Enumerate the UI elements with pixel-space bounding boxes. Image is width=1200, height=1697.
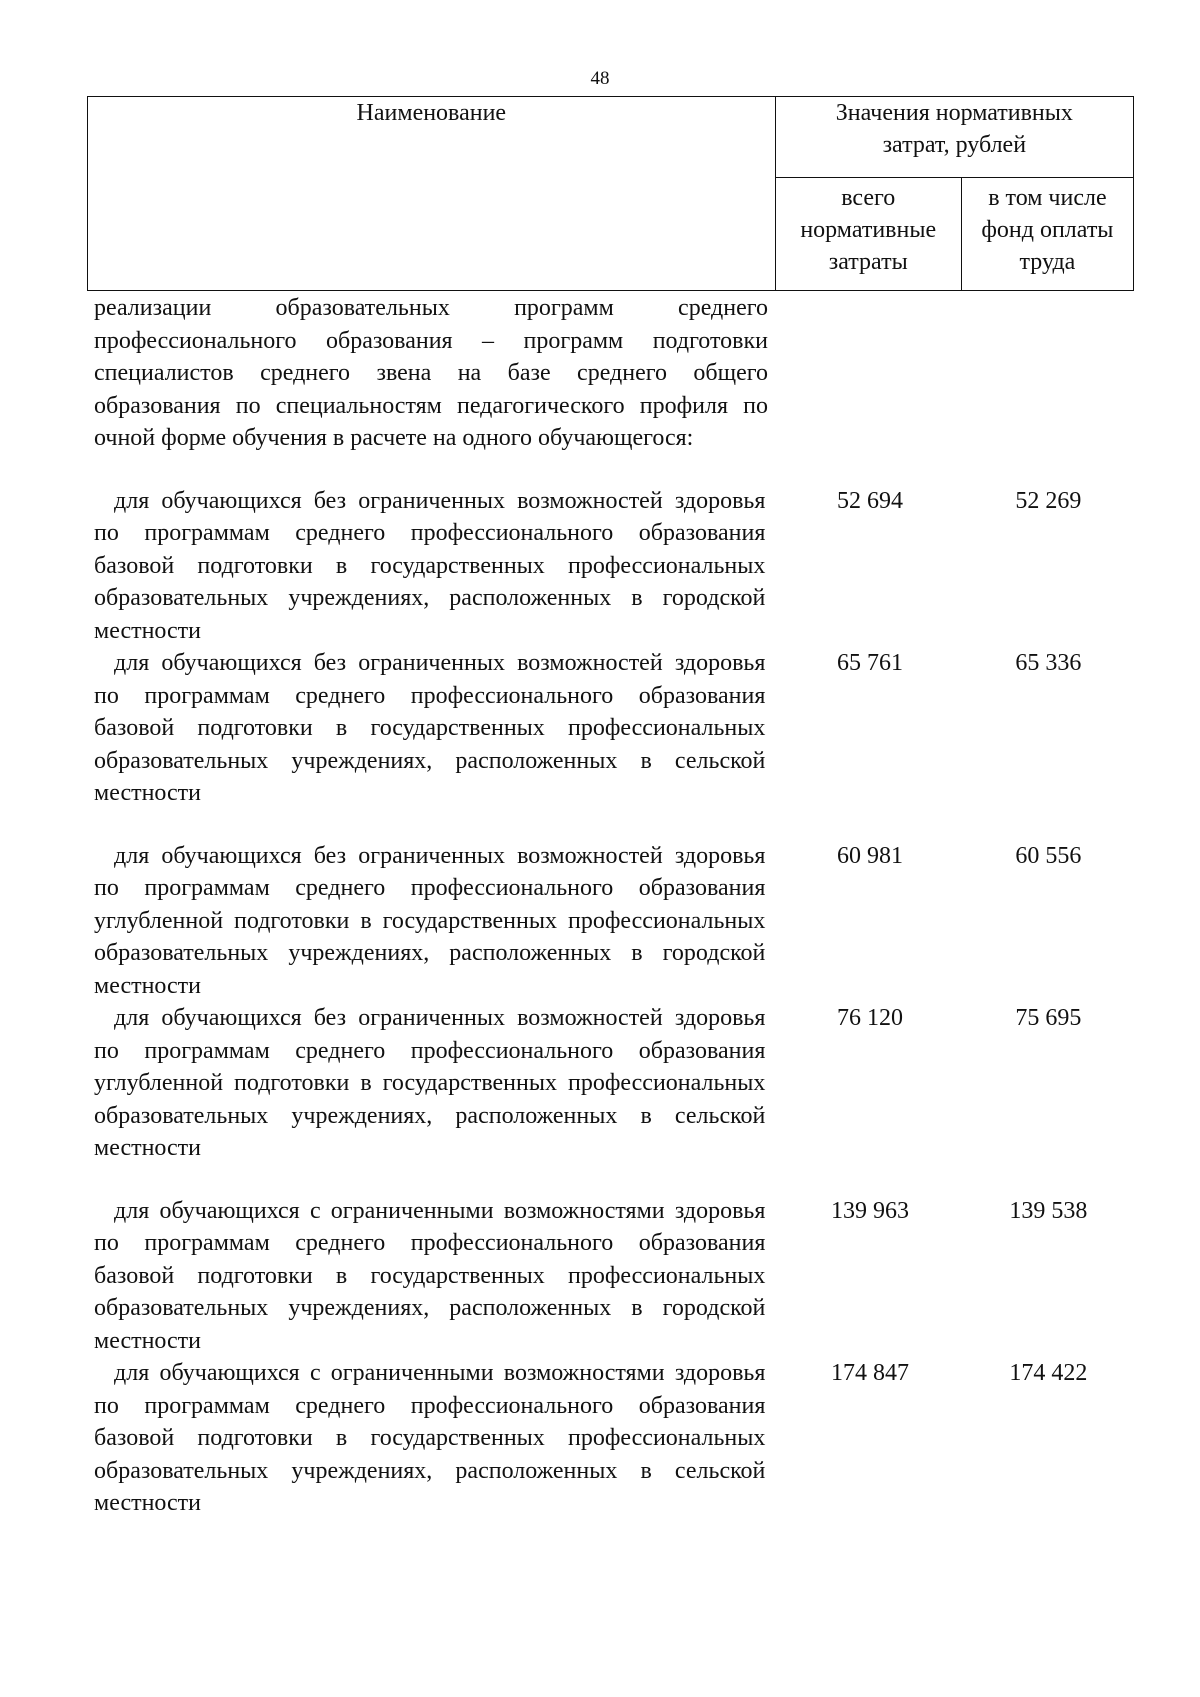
table-row (94, 840, 1134, 1003)
row-total: 65 761 (837, 650, 904, 676)
table-row (94, 647, 1134, 810)
page-number: 48 (590, 68, 610, 89)
row-wage: 174 422 (1009, 1360, 1088, 1386)
row-total: 174 847 (831, 1360, 910, 1386)
row-wage: 75 695 (1015, 1005, 1082, 1031)
header-values-group: Значения нормативных затрат, рублей (835, 100, 1073, 158)
header-name: Наименование (356, 100, 507, 126)
table-body (94, 292, 1134, 1520)
row-total: 52 694 (837, 487, 904, 514)
row-description: для обучающихся с ограниченными возможностями здоровья по программам среднего профессионального образования базовой подготовки в государственных профессиональных образовательных учреждениях, расположенных в сельской местности (94, 1360, 766, 1516)
row-description: для обучающихся без ограниченных возможностей здоровья по программам среднего профессионального образования углубленной подготовки в государственных профессиональных образовательных учреждениях, расположенных в сельской местности (94, 1005, 766, 1161)
table-row (94, 1195, 1134, 1358)
row-description: для обучающихся без ограниченных возможностей здоровья по программам среднего профессионального образования базовой подготовки в государственных профессиональных образовательных учреждениях, расположенных в городской местности (94, 487, 766, 644)
intro-text: реализации образовательных программ среднего профессионального образования – программ подготовки специалистов среднего звена на базе среднего общего образования по специальностям педагогического профиля по очной форме обучения в расчете на одного обучающегося: (94, 295, 768, 451)
intro-row (94, 292, 1134, 455)
header-wage-cell (961, 178, 1133, 291)
row-wage: 60 556 (1015, 842, 1082, 869)
table-row (94, 485, 1134, 648)
row-wage: 52 269 (1015, 487, 1082, 514)
row-total: 76 120 (837, 1005, 904, 1031)
header-total: всего нормативные затраты (800, 185, 937, 275)
table-header (87, 96, 1134, 291)
header-values-group-cell (775, 97, 1133, 178)
row-total: 139 963 (831, 1197, 910, 1224)
row-description: для обучающихся без ограниченных возможностей здоровья по программам среднего профессионального образования базовой подготовки в государственных профессиональных образовательных учреждениях, расположенных в сельской местности (94, 650, 766, 806)
row-total: 60 981 (837, 842, 904, 869)
header-wage-fund: в том числе фонд оплаты труда (981, 185, 1114, 275)
header-name-cell (88, 97, 776, 291)
table-row (94, 1357, 1134, 1520)
row-description: для обучающихся с ограниченными возможностями здоровья по программам среднего профессионального образования базовой подготовки в государственных профессиональных образовательных учреждениях, расположенных в городской местности (94, 1197, 766, 1354)
row-wage: 139 538 (1009, 1197, 1088, 1224)
header-total-cell (775, 178, 961, 291)
row-wage: 65 336 (1015, 650, 1082, 676)
table-row (94, 1002, 1134, 1165)
row-description: для обучающихся без ограниченных возможностей здоровья по программам среднего профессионального образования углубленной подготовки в государственных профессиональных образовательных учреждениях, расположенных в городской местности (94, 842, 766, 999)
